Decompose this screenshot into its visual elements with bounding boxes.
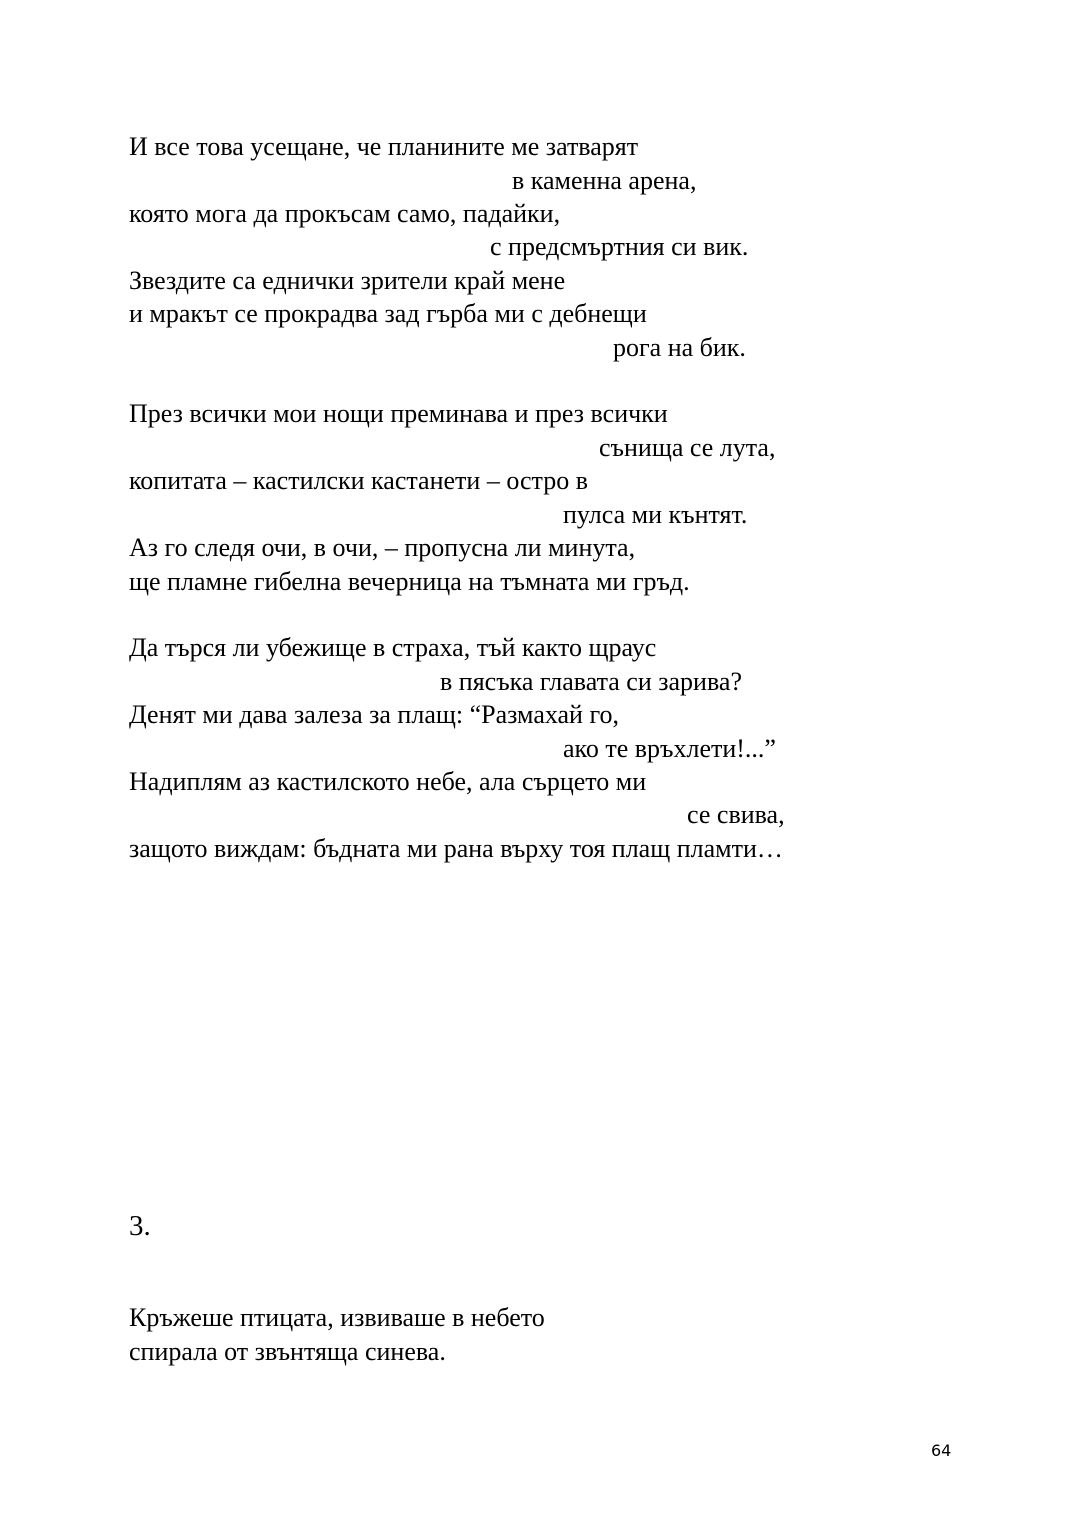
poem-line: в пясъка главата си зарива? <box>440 667 742 696</box>
poem-line: И все това усещане, че планините ме затварят <box>129 132 639 161</box>
poem-line: с предсмъртния си вик. <box>490 232 749 261</box>
poem-line: Денят ми дава залеза за плащ: “Размахай го, <box>129 700 619 729</box>
poem-line: Кръжеше птицата, извиваше в небето <box>129 1303 545 1332</box>
poem-line: защото виждам: бъдната ми рана върху тоя плащ пламти… <box>129 834 783 863</box>
poem-line: Аз го следя очи, в очи, – пропусна ли минута, <box>129 533 636 562</box>
poem-line: която мога да прокъсам само, падайки, <box>129 199 561 228</box>
page-number: 64 <box>931 1441 952 1460</box>
poem-line: се свива, <box>687 800 785 829</box>
poem-line: сънища се лута, <box>599 433 776 462</box>
poem-line: спирала от звънтяща синева. <box>129 1337 446 1366</box>
poem-line: ако те връхлети!...” <box>563 734 776 763</box>
poem-line: Надиплям аз кастилското небе, ала сърцето ми <box>129 767 647 796</box>
poem-line: рога на бик. <box>613 333 746 362</box>
poem-line: Звездите са еднички зрители край мене <box>129 266 566 295</box>
section-number: 3. <box>129 1210 151 1242</box>
poem-line: ще пламне гибелна вечерница на тъмната ми гръд. <box>129 567 690 596</box>
poem-line: в каменна арена, <box>512 166 697 195</box>
poem-line: пулса ми кънтят. <box>563 500 748 529</box>
poem-line: копитата – кастилски кастанети – остро в <box>129 466 588 495</box>
poem-line: Да търся ли убежище в страха, тъй както щраус <box>129 633 657 662</box>
poem-line: и мракът се прокрадва зад гърба ми с дебнещи <box>129 299 647 328</box>
poem-line: През всички мои нощи преминава и през всички <box>129 399 668 428</box>
